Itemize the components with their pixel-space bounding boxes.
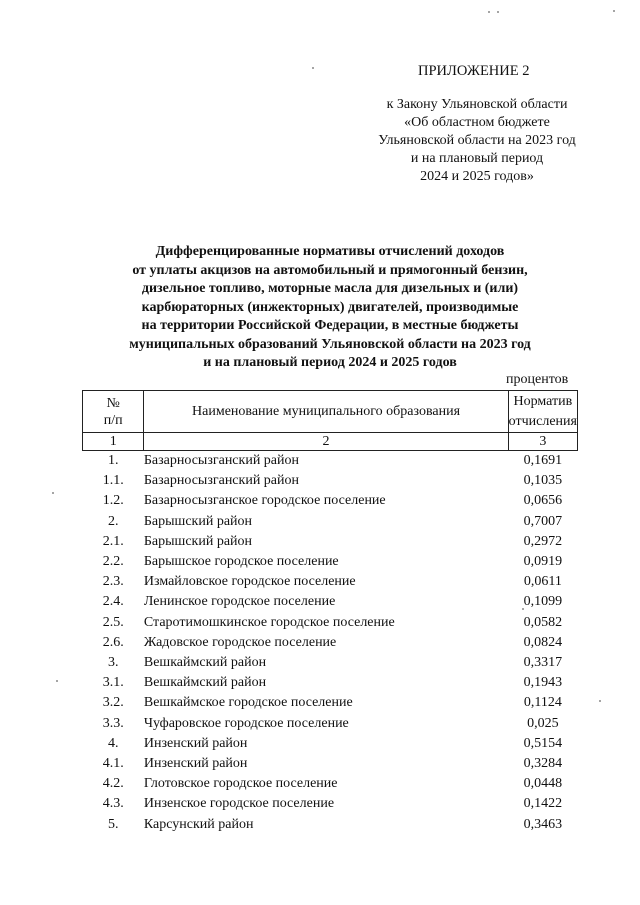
municipality-name: Инзенский район (143, 735, 248, 751)
document-heading (100, 243, 560, 373)
norm-value: 0,0824 (523, 634, 563, 650)
row-number: 4. (107, 735, 119, 751)
municipality-name: Карсунский район (143, 816, 254, 832)
norm-value: 0,1035 (523, 473, 563, 489)
heading-line: на территории Российской Федерации, в местные бюджеты (141, 318, 519, 333)
row-number: 2.2. (102, 554, 124, 570)
scan-speck (613, 10, 615, 12)
norm-value: 0,1943 (523, 675, 563, 691)
municipality-name: Базарносызганский район (143, 453, 300, 468)
heading-line: от уплаты акцизов на автомобильный и прямогонный бензин, (132, 262, 528, 278)
norm-value: 0,0611 (523, 574, 562, 590)
table-row (83, 633, 578, 653)
heading-line: Дифференцированные нормативы отчислений доходов (155, 244, 505, 259)
norm-value: 0,0582 (523, 614, 563, 630)
municipality-name: Старотимошкинское городское поселение (143, 614, 395, 630)
table-row (83, 572, 578, 592)
row-number: 2.5. (102, 614, 124, 630)
index-cell: 3 (508, 433, 577, 451)
table-row (83, 794, 578, 814)
norm-value: 0,0656 (523, 493, 563, 509)
row-number: 4.1. (102, 756, 124, 772)
municipality-name: Вешкаймский район (143, 655, 267, 671)
table-row (83, 714, 578, 734)
scan-speck (488, 11, 490, 13)
row-number: 5. (107, 816, 119, 832)
heading-line: муниципальных образований Ульяновской области на 2023 год (129, 336, 531, 352)
index-cell: 1 (83, 433, 144, 451)
table-index-row (83, 433, 578, 451)
table-row (83, 552, 578, 572)
row-number: 1.1. (102, 473, 124, 489)
municipality-name: Барышское городское поселение (143, 554, 339, 570)
norm-value: 0,2972 (523, 533, 563, 549)
table-row (83, 592, 578, 612)
table-row (83, 532, 578, 552)
table-row (83, 734, 578, 754)
heading-line: карбюраторных (инжекторных) двигателей, производимые (141, 299, 519, 315)
norm-value: 0,1422 (523, 796, 563, 812)
scan-speck (497, 11, 499, 13)
municipality-name: Глотовское городское поселение (143, 776, 338, 792)
row-number: 3.2. (102, 695, 124, 711)
header-num-line: п/п (103, 412, 123, 428)
row-number: 2. (107, 513, 119, 529)
norm-value: 0,5154 (523, 735, 563, 751)
scan-speck (522, 608, 524, 610)
header-name: Наименование муниципального образования (144, 391, 508, 433)
header-num-line: № (106, 395, 120, 411)
scan-speck (56, 680, 58, 682)
row-number: 1.2. (102, 493, 124, 509)
table-row (83, 613, 578, 633)
row-number: 3. (107, 655, 119, 671)
table-row (83, 451, 578, 472)
scan-speck (599, 700, 601, 702)
scan-speck (312, 67, 314, 69)
municipality-name: Барышский район (143, 513, 253, 529)
header-num (83, 391, 144, 433)
appendix-title: ПРИЛОЖЕНИЕ 2 (418, 63, 530, 79)
table-header-row (83, 391, 578, 433)
norm-value: 0,0919 (523, 554, 563, 570)
scan-speck (52, 492, 54, 494)
header-norm-line: отчисления (508, 413, 577, 429)
municipality-name: Чуфаровское городское поселение (143, 715, 349, 731)
municipality-name: Вешкаймское городское поселение (143, 695, 353, 711)
row-number: 1. (107, 453, 119, 468)
header-norm (508, 391, 577, 433)
norms-table (82, 390, 578, 835)
table-row (83, 815, 578, 835)
table-row (83, 471, 578, 491)
municipality-name: Инзенский район (143, 756, 248, 772)
law-line: и на плановый период (410, 151, 544, 166)
heading-line: дизельное топливо, моторные масла для дизельных и (или) (141, 281, 519, 296)
heading-line: и на плановый период 2024 и 2025 годов (203, 355, 457, 370)
municipality-name: Базарносызганский район (143, 473, 300, 489)
norm-value: 0,3284 (523, 756, 563, 772)
table-row (83, 491, 578, 511)
municipality-name: Жадовское городское поселение (143, 634, 337, 650)
row-number: 2.4. (102, 594, 124, 610)
units-label: процентов (506, 372, 569, 387)
table-row (83, 693, 578, 713)
norm-value: 0,1124 (523, 695, 562, 711)
table-row (83, 653, 578, 673)
row-number: 2.6. (102, 634, 124, 650)
municipality-name: Измайловское городское поселение (143, 574, 356, 590)
appendix-law-reference (352, 96, 602, 186)
law-line: 2024 и 2025 годов» (420, 169, 534, 184)
norm-value: 0,0448 (523, 776, 563, 792)
municipality-name: Ленинское городское поселение (143, 594, 336, 610)
norm-value: 0,1691 (523, 453, 563, 468)
municipality-name: Барышский район (143, 533, 253, 549)
municipality-name: Базарносызганское городское поселение (143, 493, 386, 509)
row-number: 4.3. (102, 796, 124, 812)
norm-value: 0,1099 (523, 594, 563, 610)
norm-value: 0,3317 (523, 655, 563, 671)
norm-value: 0,025 (527, 715, 559, 731)
table-row (83, 774, 578, 794)
row-number: 2.3. (102, 574, 124, 590)
municipality-name: Вешкаймский район (143, 675, 267, 691)
table-row (83, 754, 578, 774)
law-line: «Об областном бюджете (404, 115, 550, 130)
norm-value: 0,3463 (523, 816, 563, 832)
index-cell: 2 (144, 433, 508, 451)
row-number: 3.1. (102, 675, 124, 691)
law-line: Ульяновской области на 2023 год (378, 133, 576, 148)
norm-value: 0,7007 (523, 513, 563, 529)
row-number: 2.1. (102, 533, 124, 549)
table-row (83, 512, 578, 532)
row-number: 4.2. (102, 776, 124, 792)
header-norm-line: Норматив (513, 393, 573, 409)
row-number: 3.3. (102, 715, 124, 731)
municipality-name: Инзенское городское поселение (143, 796, 335, 812)
law-line: к Закону Ульяновской области (386, 97, 568, 112)
table-row (83, 673, 578, 693)
